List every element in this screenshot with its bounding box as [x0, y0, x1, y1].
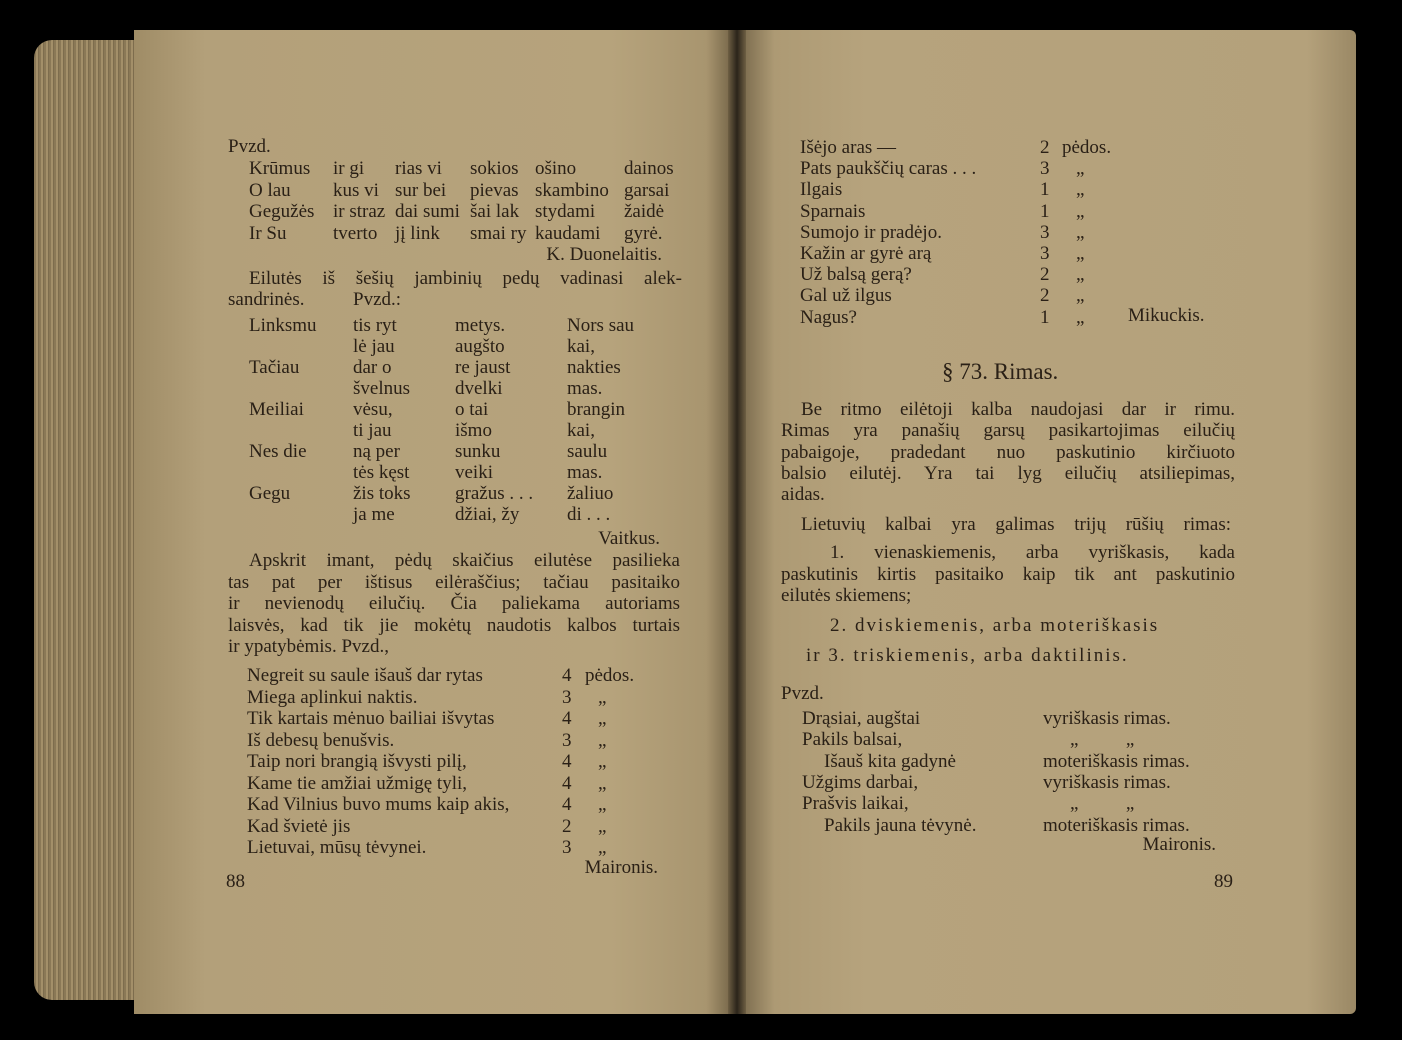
verse-fragment: dainos: [624, 158, 674, 179]
feet-count: 4: [562, 708, 572, 729]
verse-fragment: Ir Su: [249, 222, 287, 244]
verse-fragment: švelnus: [353, 378, 410, 399]
verse-fragment: ošino: [535, 158, 577, 179]
verse-fragment: džiai, žy: [455, 504, 520, 525]
verse-fragment: ja me: [353, 504, 395, 525]
page-number: 89: [1214, 871, 1233, 892]
verse-fragment: O lau: [249, 179, 291, 201]
verse-line: Negreit su saule išauš dar rytas: [247, 665, 483, 686]
author-credit: Vaitkus.: [598, 528, 660, 549]
feet-count: 1: [1040, 179, 1050, 201]
example-label: Pvzd.: [228, 136, 271, 157]
feet-unit: „: [1076, 200, 1085, 222]
verse-line: Iš debesų benušvis.: [247, 729, 395, 751]
verse-fragment: ną per: [353, 441, 400, 462]
feet-unit: „: [598, 815, 607, 837]
verse-fragment: dai sumi: [395, 201, 460, 222]
verse-fragment: Linksmu: [249, 315, 317, 336]
paragraph-line: ir nevienodų eilučių. Čia paliekama autoriams: [228, 593, 680, 614]
verse-fragment: metys.: [455, 315, 506, 336]
verse-line: Kad švietė jis: [247, 815, 351, 837]
list-item: ir 3. triskiemenis, arba daktilinis.: [806, 645, 1129, 666]
verse-line: Išėjo aras —: [800, 137, 897, 158]
verse-fragment: smai ry: [470, 222, 527, 244]
verse-line: Lietuvai, mūsų tėvynei.: [247, 837, 427, 858]
verse-fragment: rias vi: [395, 158, 442, 179]
feet-unit: „: [598, 751, 607, 772]
verse-fragment: jį link: [395, 222, 440, 244]
verse-fragment: augšto: [455, 336, 505, 357]
page-edges: [34, 40, 138, 1000]
verse-line: Už balsą gerą?: [800, 264, 912, 286]
verse-fragment: ir gi: [333, 158, 365, 179]
author-credit: K. Duonelaitis.: [546, 244, 662, 265]
verse-line: Sparnais: [800, 200, 866, 222]
feet-count: 4: [562, 665, 572, 686]
verse-fragment: Meiliai: [249, 399, 304, 420]
verse-fragment: Gegužės: [249, 201, 315, 222]
verse-fragment: kai,: [567, 336, 595, 357]
paragraph-line: Be ritmo eilėtoji kalba naudojasi dar ir rimu.: [801, 399, 1235, 420]
feet-unit: „: [598, 837, 607, 858]
verse-fragment: garsai: [624, 179, 670, 201]
verse-fragment: ir straz: [333, 201, 386, 222]
verse-line: Tik kartais mėnuo bailiai išvytas: [247, 708, 495, 729]
verse-fragment: nakties: [567, 357, 621, 378]
book-spine: [728, 30, 746, 1014]
verse-fragment: stydami: [535, 201, 596, 222]
verse-fragment: išmo: [455, 420, 492, 441]
feet-count: 4: [562, 772, 572, 794]
list-item: 2. dviskiemenis, arba moteriškasis: [830, 615, 1160, 636]
feet-count: 1: [1040, 306, 1050, 328]
rhyme-type: „ „: [1070, 793, 1135, 815]
verse-line: Drąsiai, augštai: [802, 708, 921, 729]
verse-fragment: sunku: [455, 441, 501, 462]
verse-fragment: kaudami: [535, 222, 601, 244]
feet-count: 3: [562, 686, 572, 708]
verse-fragment: dar o: [353, 357, 392, 378]
verse-fragment: gyrė.: [624, 222, 663, 244]
paragraph-line: paskutinis kirtis pasitaiko kaip tik ant paskutinio: [781, 564, 1235, 585]
verse-fragment: saulu: [567, 441, 608, 462]
verse-fragment: brangin: [567, 399, 626, 420]
paragraph-line: balsio eilutėj. Yra tai lyg eilučių atsiliepimas,: [781, 462, 1235, 484]
paragraph-line: Rimas yra panašių garsų pasikartojimas eilučių: [781, 420, 1235, 442]
verse-fragment: tverto: [333, 222, 378, 244]
verse-fragment: Nors sau: [567, 315, 635, 336]
rhyme-type: „ „: [1070, 729, 1135, 751]
list-item: 1. vienaskiemenis, arba vyriškasis, kada: [830, 542, 1235, 563]
feet-unit: „: [1076, 264, 1085, 286]
verse-line: Pakils balsai,: [802, 729, 903, 751]
example-label: Pvzd.: [781, 683, 824, 704]
verse-fragment: mas.: [567, 462, 603, 483]
verse-fragment: sokios: [470, 158, 519, 179]
verse-line: Išauš kita gadynė: [824, 750, 956, 772]
feet-count: 2: [562, 815, 572, 837]
verse-line: Pakils jauna tėvynė.: [824, 814, 977, 836]
feet-count: 4: [562, 751, 572, 772]
verse-fragment: mas.: [567, 378, 603, 399]
feet-count: 3: [1040, 221, 1050, 243]
feet-unit: „: [1076, 243, 1085, 264]
verse-fragment: kai,: [567, 420, 595, 441]
verse-fragment: sur bei: [395, 179, 447, 201]
paragraph-line: tas pat per ištisus eilėraščius; tačiau pasitaiko: [228, 571, 680, 593]
author-credit: Maironis.: [1142, 834, 1216, 855]
verse-fragment: dvelki: [455, 378, 503, 399]
paragraph-line: Lietuvių kalbai yra galimas trijų rūšių rimas:: [801, 514, 1231, 535]
verse-fragment: žis toks: [353, 483, 411, 504]
verse-fragment: gražus . . .: [455, 483, 534, 504]
feet-unit: pėdos.: [585, 665, 635, 686]
paragraph-line: Eilutės iš šešių jambinių pedų vadinasi alek-: [249, 268, 682, 289]
verse-fragment: tis ryt: [353, 315, 397, 336]
verse-fragment: žaidė: [624, 201, 665, 222]
verse-line: Kame tie amžiai užmigę tyli,: [247, 772, 468, 794]
page-number: 88: [226, 871, 245, 892]
rhyme-type: vyriškasis rimas.: [1043, 771, 1171, 793]
paragraph-line: sandrinės.: [228, 289, 305, 310]
verse-line: Kažin ar gyrė arą: [800, 243, 932, 264]
verse-line: Ilgais: [800, 179, 843, 201]
paragraph-line: Apskrit imant, pėdų skaičius eilutėse pasilieka: [249, 550, 680, 571]
verse-line: Užgims darbai,: [802, 771, 919, 793]
verse-fragment: kus vi: [333, 179, 379, 201]
verse-fragment: skambino: [535, 179, 609, 201]
verse-fragment: re jaust: [455, 357, 511, 378]
verse-fragment: Gegu: [249, 483, 291, 504]
verse-line: Miega aplinkui naktis.: [247, 686, 418, 708]
feet-count: 2: [1040, 264, 1050, 286]
feet-unit: „: [1076, 179, 1085, 201]
feet-count: 3: [562, 837, 572, 858]
verse-line: Sumojo ir pradėjo.: [800, 221, 942, 243]
feet-count: 2: [1040, 137, 1050, 158]
author-credit: Maironis.: [584, 857, 658, 878]
verse-fragment: lė jau: [353, 336, 395, 357]
feet-count: 3: [1040, 158, 1050, 180]
feet-count: 3: [1040, 243, 1050, 264]
feet-unit: pėdos.: [1062, 137, 1112, 158]
paragraph-line: pabaigoje, pradedant nuo paskutinio kirčiuoto: [781, 441, 1235, 463]
verse-line: Kad Vilnius buvo mums kaip akis,: [247, 794, 510, 815]
paragraph-line: eilutės skiemens;: [781, 585, 912, 606]
verse-line: Pats paukščių caras . . .: [800, 158, 977, 180]
verse-fragment: žaliuo: [567, 483, 614, 504]
verse-fragment: o tai: [455, 399, 489, 420]
feet-unit: „: [598, 772, 607, 794]
verse-fragment: vėsu,: [353, 399, 393, 420]
verse-fragment: tės kęst: [353, 462, 410, 483]
example-label: Pvzd.:: [353, 289, 402, 310]
feet-count: 4: [562, 794, 572, 815]
feet-count: 3: [562, 729, 572, 751]
feet-unit: „: [598, 708, 607, 729]
verse-line: Gal už ilgus: [800, 285, 892, 307]
verse-line: Taip nori brangią išvysti pilį,: [247, 751, 467, 772]
rhyme-type: moteriškasis rimas.: [1043, 750, 1190, 772]
verse-line: Prašvis laikai,: [802, 793, 909, 815]
verse-fragment: veiki: [455, 462, 493, 483]
paragraph-line: laisvės, kad tik jie mokėtų naudotis kalbos turtais: [228, 614, 680, 636]
verse-fragment: Krūmus: [249, 158, 311, 179]
paragraph-line: ir ypatybėmis. Pvzd.,: [228, 636, 389, 657]
verse-fragment: Nes die: [249, 441, 307, 462]
author-credit: Mikuckis.: [1128, 305, 1205, 326]
verse-fragment: šai lak: [470, 201, 520, 222]
rhyme-type: vyriškasis rimas.: [1043, 708, 1171, 729]
verse-fragment: pievas: [470, 179, 519, 201]
feet-unit: „: [1076, 285, 1085, 307]
verse-fragment: ti jau: [353, 420, 392, 441]
feet-unit: „: [1076, 306, 1085, 328]
feet-unit: „: [1076, 158, 1085, 180]
feet-count: 1: [1040, 200, 1050, 222]
verse-fragment: Tačiau: [249, 357, 300, 378]
verse-line: Nagus?: [800, 306, 857, 328]
feet-count: 2: [1040, 285, 1050, 307]
rhyme-type: moteriškasis rimas.: [1043, 814, 1190, 836]
feet-unit: „: [598, 686, 607, 708]
verse-fragment: di . . .: [567, 504, 611, 525]
feet-unit: „: [598, 794, 607, 815]
section-title: § 73. Rimas.: [942, 359, 1059, 384]
paragraph-line: aidas.: [781, 484, 825, 506]
feet-unit: „: [1076, 221, 1085, 243]
feet-unit: „: [598, 729, 607, 751]
